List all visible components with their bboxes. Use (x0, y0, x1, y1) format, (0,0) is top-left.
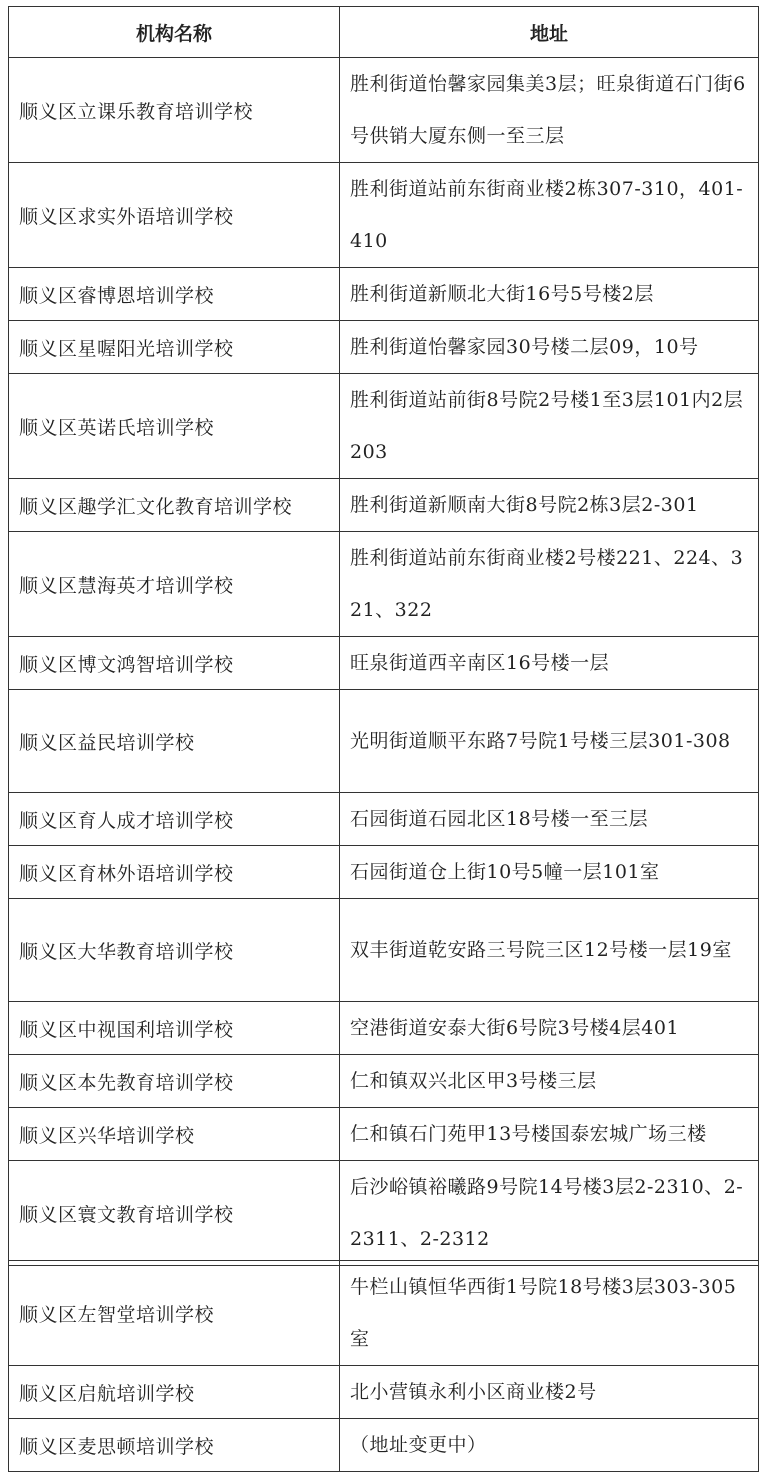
institution-name: 顺义区英诺氏培训学校 (9, 374, 340, 479)
column-header-name: 机构名称 (9, 7, 340, 58)
institution-name: 顺义区育林外语培训学校 (9, 846, 340, 899)
institution-address: 石园街道仓上街10号5幢一层101室 (340, 846, 759, 899)
institution-name: 顺义区睿博恩培训学校 (9, 268, 340, 321)
institution-address: 牛栏山镇恒华西街1号院18号楼3层303-305室 (340, 1261, 759, 1366)
institution-name: 顺义区求实外语培训学校 (9, 163, 340, 268)
column-header-address: 地址 (340, 7, 759, 58)
institution-name: 顺义区大华教育培训学校 (9, 899, 340, 1002)
table-row (9, 163, 759, 268)
table-row (9, 58, 759, 163)
institution-name: 顺义区立课乐教育培训学校 (9, 58, 340, 163)
institution-address: （地址变更中） (340, 1419, 759, 1472)
institution-address: 胜利街道新顺北大街16号5号楼2层 (340, 268, 759, 321)
table-row (9, 690, 759, 793)
institution-name: 顺义区本先教育培训学校 (9, 1055, 340, 1108)
institution-address: 仁和镇双兴北区甲3号楼三层 (340, 1055, 759, 1108)
institution-address: 胜利街道站前街8号院2号楼1至3层101内2层203 (340, 374, 759, 479)
table-row (9, 1261, 759, 1366)
institution-address: 光明街道顺平东路7号院1号楼三层301-308 (340, 690, 759, 793)
institution-name: 顺义区慧海英才培训学校 (9, 532, 340, 637)
table-row (9, 1055, 759, 1108)
institution-address: 旺泉街道西辛南区16号楼一层 (340, 637, 759, 690)
institution-name: 顺义区麦思顿培训学校 (9, 1419, 340, 1472)
institution-name: 顺义区中视国利培训学校 (9, 1002, 340, 1055)
institution-address: 胜利街道站前东街商业楼2号楼221、224、321、322 (340, 532, 759, 637)
table-row (9, 321, 759, 374)
table-row (9, 899, 759, 1002)
table-row (9, 1366, 759, 1419)
institution-name: 顺义区益民培训学校 (9, 690, 340, 793)
table-row (9, 1161, 759, 1266)
institution-address: 双丰街道乾安路三号院三区12号楼一层19室 (340, 899, 759, 1002)
institution-name: 顺义区育人成才培训学校 (9, 793, 340, 846)
institution-table-continued (8, 1260, 759, 1472)
table-row (9, 479, 759, 532)
institution-address: 胜利街道怡馨家园30号楼二层09，10号 (340, 321, 759, 374)
institution-address: 空港街道安泰大街6号院3号楼4层401 (340, 1002, 759, 1055)
table-row (9, 1002, 759, 1055)
table-row (9, 1108, 759, 1161)
institution-name: 顺义区启航培训学校 (9, 1366, 340, 1419)
institution-address: 后沙峪镇裕曦路9号院14号楼3层2-2310、2-2311、2-2312 (340, 1161, 759, 1266)
institution-name: 顺义区寰文教育培训学校 (9, 1161, 340, 1266)
institution-name: 顺义区趣学汇文化教育培训学校 (9, 479, 340, 532)
institution-table (8, 6, 759, 1266)
institution-name: 顺义区博文鸿智培训学校 (9, 637, 340, 690)
institution-name: 顺义区兴华培训学校 (9, 1108, 340, 1161)
institution-name: 顺义区左智堂培训学校 (9, 1261, 340, 1366)
table-row (9, 1419, 759, 1472)
institution-address: 北小营镇永利小区商业楼2号 (340, 1366, 759, 1419)
table-row (9, 268, 759, 321)
institution-address: 胜利街道怡馨家园集美3层；旺泉街道石门街6号供销大厦东侧一至三层 (340, 58, 759, 163)
institution-address: 胜利街道站前东街商业楼2栋307-310，401-410 (340, 163, 759, 268)
table-row (9, 846, 759, 899)
institution-address: 石园街道石园北区18号楼一至三层 (340, 793, 759, 846)
table-row (9, 637, 759, 690)
institution-address: 胜利街道新顺南大街8号院2栋3层2-301 (340, 479, 759, 532)
table-row (9, 793, 759, 846)
institution-name: 顺义区星喔阳光培训学校 (9, 321, 340, 374)
institution-address: 仁和镇石门苑甲13号楼国泰宏城广场三楼 (340, 1108, 759, 1161)
table-row (9, 532, 759, 637)
table-row (9, 374, 759, 479)
table-header-row (9, 7, 759, 58)
